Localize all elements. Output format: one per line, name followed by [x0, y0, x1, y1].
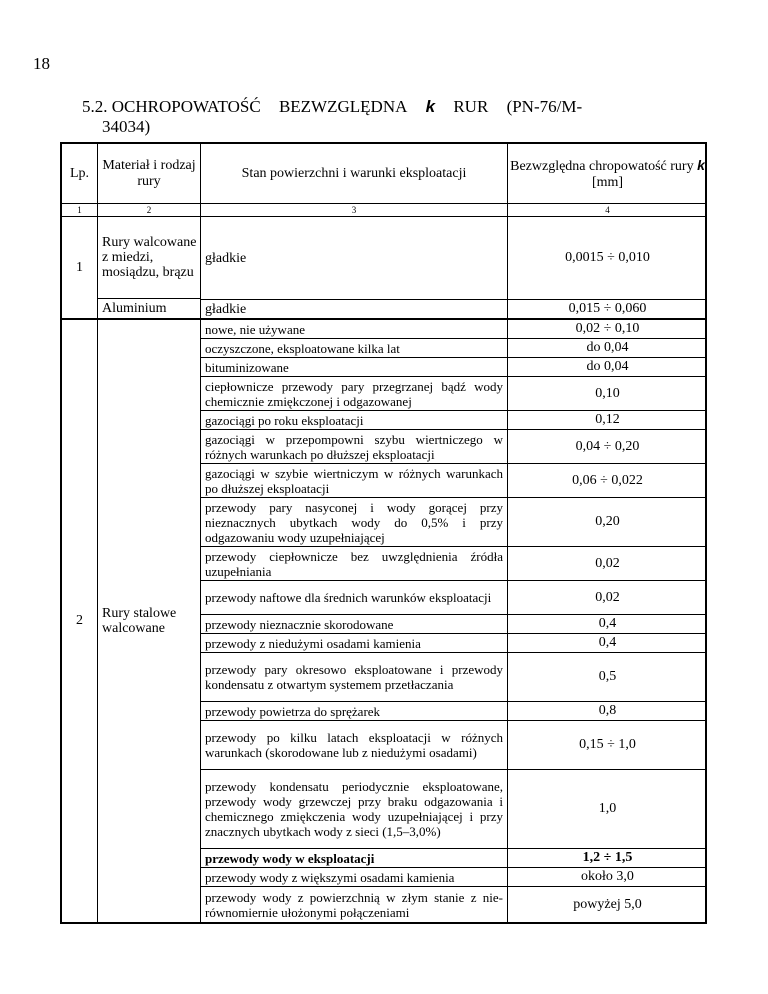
- condition-cell: przewody ciepłownicze bez uwzględnienia źródła uzupełniania: [201, 547, 508, 580]
- title-norm-part1: (PN-76/M-: [506, 97, 583, 116]
- table-row: [201, 721, 707, 770]
- table-row: [201, 615, 707, 634]
- table-row: [201, 411, 707, 430]
- title-symbol-k: k: [425, 97, 436, 116]
- table-row: [201, 320, 707, 339]
- group-number: 2: [62, 320, 98, 922]
- table-row: [201, 653, 707, 702]
- material-cell: [98, 217, 201, 318]
- value-cell: 0,15 ÷ 1,0: [579, 737, 636, 752]
- table-row: [201, 770, 707, 849]
- condition-cell: przewody z niedużymi osadami kamienia: [201, 634, 508, 652]
- condition-cell: oczyszczone, eksploatowane kilka lat: [201, 339, 508, 357]
- column-number: 2: [98, 204, 201, 216]
- table-row: [201, 887, 707, 922]
- value-cell: 0,02 ÷ 0,10: [575, 321, 640, 336]
- column-number-row: [62, 204, 705, 217]
- value-cell: do 0,04: [586, 340, 629, 355]
- condition-cell: gazociągi w przepompowni szybu wiertniczego w różnych warunkach po dłuższej eksploatacji: [201, 430, 508, 463]
- column-number: 1: [62, 204, 98, 216]
- condition-cell: gładkie: [201, 217, 508, 299]
- value-cell: 0,20: [595, 514, 620, 529]
- condition-cell: przewody pary nasyconej i wody gorącej przy nieznacznych ubytkach wody do 0,5% i przy odgazowaniu wody uzupełniającej: [201, 498, 508, 546]
- table-row: [201, 849, 707, 868]
- header-roughness-unit: [mm]: [591, 174, 624, 190]
- table-row: [201, 547, 707, 581]
- condition-cell: gazociągi w szybie wiertniczym w różnych warunkach po dłuższej eksploatacji: [201, 464, 508, 497]
- title-norm-part2: 34034): [102, 117, 151, 136]
- condition-cell: przewody naftowe dla średnich warunków eksploatacji: [201, 581, 508, 614]
- roughness-table: [60, 142, 707, 924]
- table-row: [201, 464, 707, 498]
- page-number: 18: [33, 54, 50, 73]
- table-header-row: [62, 144, 705, 204]
- material-cell: [98, 320, 201, 922]
- condition-cell: nowe, nie używane: [201, 320, 508, 338]
- header-material: Materiał i rodzaj rury: [98, 144, 201, 203]
- value-cell: 1,2 ÷ 1,5: [582, 850, 633, 865]
- condition-cell: gładkie: [201, 300, 508, 318]
- condition-cell: przewody nieznacznie skorodowane: [201, 615, 508, 633]
- table-row: [201, 702, 707, 721]
- condition-cell: przewody powietrza do sprężarek: [201, 702, 508, 720]
- header-lp: Lp.: [62, 144, 98, 203]
- column-number: 3: [201, 204, 508, 216]
- section-title: [82, 97, 682, 137]
- title-word-rur: RUR: [453, 97, 489, 116]
- value-cell: 0,5: [598, 669, 617, 684]
- value-cell: 0,10: [595, 385, 620, 401]
- title-word-bezwzgledna: BEZWZGLĘDNA: [278, 97, 408, 116]
- material-aluminium: Aluminium: [102, 300, 167, 316]
- header-roughness-symbol: k: [697, 156, 705, 173]
- header-roughness: [508, 144, 707, 203]
- column-number: 4: [605, 205, 610, 215]
- group-number: 1: [62, 217, 98, 318]
- condition-cell: przewody wody z powierzchnią w złym stanie z nie-równomiernie ułożonymi połączeniami: [201, 887, 508, 922]
- table-row: [201, 358, 707, 377]
- header-condition: Stan powierzchni i warunki eksploatacji: [201, 144, 508, 203]
- value-cell: 0,4: [598, 635, 617, 650]
- value-cell: powyżej 5,0: [573, 896, 642, 912]
- group-rows: [201, 320, 707, 922]
- group-steel: [62, 320, 705, 922]
- table-row: [201, 581, 707, 615]
- value-cell: około 3,0: [581, 869, 634, 884]
- table-row: [201, 300, 707, 318]
- value-cell: 0,4: [598, 616, 617, 631]
- value-cell: 0,8: [598, 703, 617, 718]
- title-prefix: 5.2. OCHROPOWATOŚĆ: [82, 97, 261, 116]
- condition-cell: ciepłownicze przewody pary przegrzanej bądź wody chemicznie zmiękczonej i odgazowanej: [201, 377, 508, 410]
- table-row: [201, 634, 707, 653]
- condition-cell: bituminizowane: [201, 358, 508, 376]
- condition-cell: przewody wody z większymi osadami kamienia: [201, 868, 508, 886]
- table-row: [201, 430, 707, 464]
- value-cell: 0,015 ÷ 0,060: [568, 301, 647, 316]
- value-cell: do 0,04: [586, 359, 629, 374]
- condition-cell: przewody pary okresowo eksploatowane i przewody kondensatu z otwartym systemem przetłaczania: [201, 653, 508, 701]
- value-cell: 0,02: [595, 589, 620, 605]
- table-row: [201, 377, 707, 411]
- value-cell: 0,04 ÷ 0,20: [575, 438, 640, 454]
- table-row: [201, 498, 707, 547]
- condition-cell: przewody po kilku latach eksploatacji w różnych warunkach (skorodowane lub z niedużymi osadami): [201, 721, 508, 769]
- group-rows: [201, 217, 707, 318]
- group-copper: [62, 217, 705, 320]
- value-cell: 0,06 ÷ 0,022: [572, 472, 643, 488]
- table-row: [201, 339, 707, 358]
- table-row: [201, 868, 707, 887]
- material-copper: Rury walcowane z miedzi, mosiądzu, brązu: [98, 217, 200, 299]
- value-cell: 0,02: [595, 555, 620, 571]
- condition-cell: przewody wody w eksploatacji: [201, 849, 508, 867]
- condition-cell: gazociągi po roku eksploatacji: [201, 411, 508, 429]
- condition-cell: przewody kondensatu periodycznie eksploatowane, przewody wody grzewczej przy braku odgazowania i chemicznego zmiękczenia wody uzupełniającej i przy znacznych ubytkach wody z sieci (1,5–3,0%): [201, 770, 508, 848]
- value-cell: 0,12: [595, 412, 620, 427]
- table-row: [201, 217, 707, 300]
- material-steel: Rury stalowe walcowane: [102, 606, 177, 636]
- header-roughness-text: Bezwzględna chropowatość rury: [510, 158, 694, 174]
- value-cell: 0,0015 ÷ 0,010: [565, 250, 650, 265]
- value-cell: 1,0: [598, 801, 617, 816]
